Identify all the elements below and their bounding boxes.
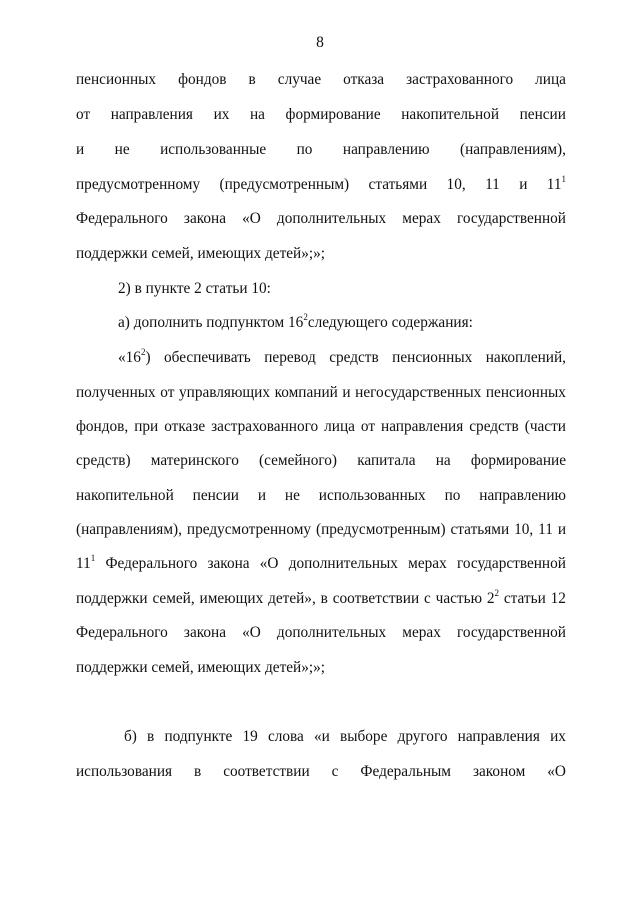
text-line	[76, 417, 566, 437]
word: (семейного)	[259, 452, 338, 469]
word: не	[284, 487, 300, 504]
word: Федеральным	[360, 763, 451, 780]
word: негосударственных	[355, 384, 482, 401]
word: закона	[183, 210, 227, 227]
text-line	[76, 554, 566, 574]
word: «$16^2$)	[118, 347, 151, 366]
word: с	[331, 763, 339, 780]
word: лица	[535, 71, 566, 88]
word: (части	[524, 418, 566, 435]
word: в	[248, 71, 256, 88]
text-line	[76, 589, 566, 609]
line-text: поддержки семей, имеющих детей»;»;	[76, 245, 326, 262]
word: статьями	[368, 176, 428, 193]
word: и	[557, 521, 566, 538]
word: лица	[324, 418, 355, 435]
word: закона	[183, 624, 227, 641]
word: Федерального	[76, 210, 168, 227]
word: б)	[124, 728, 137, 745]
word: «О	[259, 555, 279, 572]
text-line	[76, 520, 566, 540]
word: и	[257, 487, 267, 504]
text-line	[76, 623, 566, 643]
word: закона	[207, 555, 250, 572]
word: обеспечивать	[164, 349, 251, 366]
word: слова	[267, 728, 304, 745]
word: дополнительных	[276, 210, 387, 227]
word: «О	[547, 763, 566, 780]
word: $2^2$	[486, 588, 500, 607]
word: государственной	[456, 555, 566, 572]
text-line	[118, 279, 566, 299]
word: государственной	[456, 624, 566, 641]
word: фондов,	[76, 418, 129, 435]
word: материнского	[150, 452, 239, 469]
text-line	[76, 486, 566, 506]
word: семей,	[152, 590, 195, 607]
word: предусмотренному	[186, 521, 312, 538]
word: и	[519, 176, 528, 193]
text-line	[76, 658, 566, 678]
word: 19	[242, 728, 258, 745]
word: 10,	[514, 521, 534, 538]
word: в	[147, 728, 155, 745]
word: компаний	[274, 384, 338, 401]
word: от	[360, 418, 376, 435]
word: от	[160, 384, 175, 401]
word: соответствии	[332, 590, 420, 607]
text-line	[118, 348, 566, 368]
word: Федерального	[105, 555, 198, 572]
word: частью	[435, 590, 483, 607]
word: пенсионных	[392, 349, 473, 366]
word: статьи	[503, 590, 546, 607]
word: другого	[397, 728, 448, 745]
word: статьями	[450, 521, 510, 538]
word: 11	[485, 176, 500, 193]
word: фондов	[178, 71, 227, 88]
word: их	[550, 728, 566, 745]
word: при	[134, 418, 159, 435]
word: управляющих	[179, 384, 271, 401]
word: пенсии	[519, 106, 566, 123]
word: государственной	[456, 210, 566, 227]
word: на	[435, 452, 451, 469]
word: в	[194, 763, 202, 780]
word: «О	[242, 624, 261, 641]
line-text: поддержки семей, имеющих детей»;»;	[76, 659, 326, 676]
word: и	[342, 384, 351, 401]
word: пенсионных	[76, 71, 157, 88]
word: «и	[314, 728, 330, 745]
word: направления	[110, 106, 193, 123]
word: соответствии	[223, 763, 310, 780]
word: застрахованного	[211, 418, 319, 435]
word: не	[114, 141, 130, 158]
word: застрахованного	[406, 71, 514, 88]
text-line	[118, 313, 566, 333]
word: (предусмотренным)	[219, 176, 350, 193]
word: отказе	[164, 418, 206, 435]
text-line	[76, 175, 566, 195]
text-line	[76, 105, 566, 125]
superscript: 2	[140, 347, 146, 357]
word: использованных	[318, 487, 426, 504]
word: $11^1$	[76, 553, 96, 572]
text-line	[76, 70, 566, 90]
text-line	[76, 140, 566, 160]
word: и	[76, 141, 85, 158]
word: с	[424, 590, 431, 607]
word: от	[76, 106, 91, 123]
word: средств	[329, 349, 379, 366]
word: полученных	[76, 384, 156, 401]
word: направлению	[479, 487, 566, 504]
word: $11^1$	[546, 174, 566, 193]
text-line	[76, 383, 566, 403]
word: направлению	[342, 141, 430, 158]
word: Федерального	[76, 624, 168, 641]
word: накопительной	[401, 106, 500, 123]
word: (предусмотренным)	[315, 521, 446, 538]
superscript: 2	[303, 312, 308, 322]
word: по	[444, 487, 461, 504]
word: направления	[381, 418, 464, 435]
word: предусмотренному	[76, 176, 201, 193]
word: их	[213, 106, 230, 123]
word: мерах	[408, 555, 447, 572]
word: выборе	[340, 728, 388, 745]
word: на	[249, 106, 265, 123]
word: поддержки	[76, 590, 148, 607]
line-text: а) дополнить подпунктом $16^2следующего$ содержания:	[118, 312, 473, 331]
text-line	[76, 244, 566, 264]
word: пенсионных	[485, 384, 566, 401]
word: «О	[242, 210, 261, 227]
word: формирование	[470, 452, 566, 469]
superscript: 1	[561, 174, 566, 184]
page-number: 8	[316, 34, 324, 51]
word: (направлениям),	[460, 141, 566, 158]
line-text: 2) в пункте 2 статьи 10:	[118, 280, 271, 297]
text-line	[76, 209, 566, 229]
word: средств)	[76, 452, 131, 469]
word: 10,	[446, 176, 466, 193]
word: 12	[550, 590, 566, 607]
word: формирование	[285, 106, 381, 123]
word: капитала	[357, 452, 416, 469]
word: мерах	[402, 210, 441, 227]
word: законом	[472, 763, 526, 780]
word: направления	[457, 728, 540, 745]
word: имеющих	[199, 590, 264, 607]
word: дополнительных	[288, 555, 398, 572]
word: дополнительных	[276, 624, 387, 641]
word: (направлениям),	[76, 521, 182, 538]
word: отказа	[343, 71, 385, 88]
word: случае	[277, 71, 322, 88]
superscript: 2	[494, 588, 500, 598]
word: детей»,	[268, 590, 316, 607]
word: накопительной	[76, 487, 174, 504]
word: пенсии	[192, 487, 239, 504]
word: накоплений,	[485, 349, 566, 366]
text-line	[124, 727, 566, 747]
word: средств	[469, 418, 519, 435]
word: мерах	[402, 624, 441, 641]
word: подпункте	[164, 728, 233, 745]
word: перевод	[264, 349, 316, 366]
word: использования	[76, 763, 173, 780]
superscript: 1	[90, 553, 96, 563]
word: в	[320, 590, 328, 607]
text-line	[76, 762, 566, 782]
text-line	[76, 451, 566, 471]
word: использованные	[160, 141, 267, 158]
word: 11	[538, 521, 553, 538]
word: по	[296, 141, 313, 158]
